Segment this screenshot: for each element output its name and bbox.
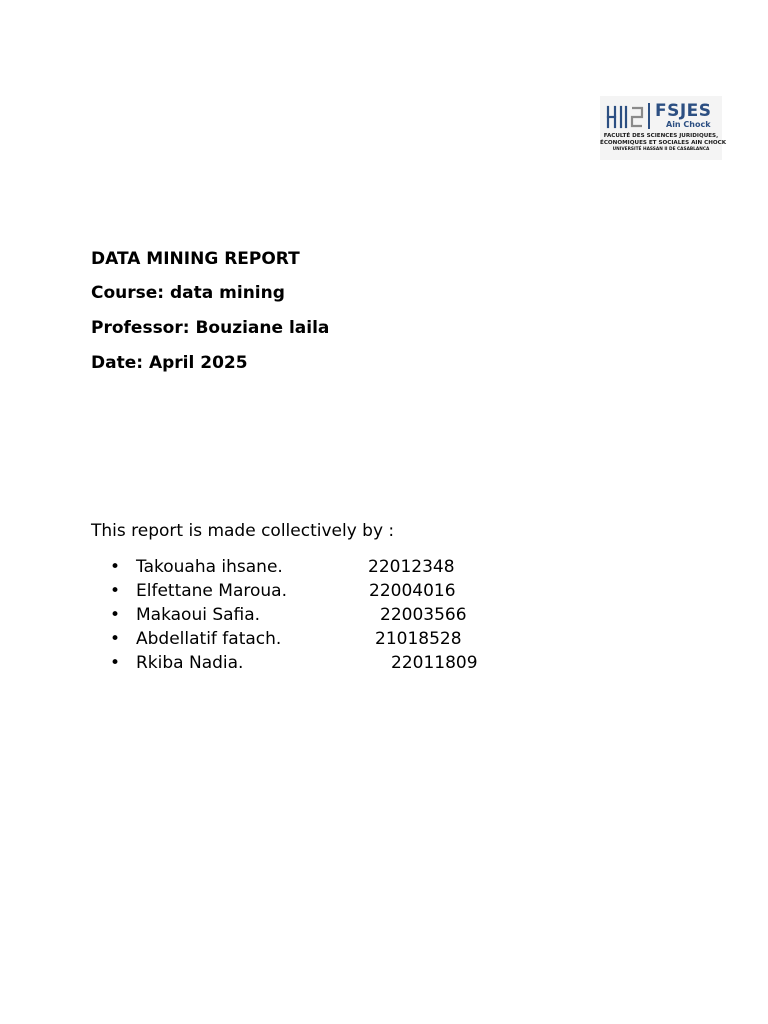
bullet-icon: • xyxy=(110,557,121,577)
member-name: Takouaha ihsane. xyxy=(136,557,283,577)
member-name: Rkiba Nadia. xyxy=(136,653,244,673)
list-item xyxy=(0,604,768,628)
member-name: Abdellatif fatach. xyxy=(136,629,282,649)
fsjes-logo xyxy=(600,96,727,160)
student-id: 22011809 xyxy=(391,653,478,673)
date-line: Date: April 2025 xyxy=(91,353,248,373)
member-name: Makaoui Safia. xyxy=(136,605,261,625)
list-item xyxy=(0,628,768,652)
authors-intro: This report is made collectively by : xyxy=(91,521,395,541)
member-name: Elfettane Maroua. xyxy=(136,581,287,601)
student-id: 22003566 xyxy=(380,605,467,625)
bullet-icon: • xyxy=(110,605,121,625)
course-line: Course: data mining xyxy=(91,283,285,303)
logo-caption-line3: UNIVERSITÉ HASSAN II DE CASABLANCA xyxy=(612,147,710,152)
bullet-icon: • xyxy=(110,581,121,601)
university-emblem-icon xyxy=(605,104,645,130)
list-item xyxy=(0,580,768,604)
student-id: 21018528 xyxy=(375,629,462,649)
student-id: 22012348 xyxy=(368,557,455,577)
logo-subtitle: Ain Chock xyxy=(666,120,711,129)
list-item xyxy=(0,652,768,676)
logo-caption-line1: FACULTÉ DES SCIENCES JURIDIQUES, xyxy=(603,133,719,139)
logo-title: FSJES xyxy=(655,101,712,121)
student-id: 22004016 xyxy=(369,581,456,601)
report-title: DATA MINING REPORT xyxy=(91,249,300,269)
bullet-icon: • xyxy=(110,653,121,673)
logo-divider xyxy=(648,103,650,129)
list-item xyxy=(0,556,768,580)
logo-caption-line2: ÉCONOMIQUES ET SOCIALES AIN CHOCK xyxy=(600,140,727,146)
member-list xyxy=(0,556,768,676)
bullet-icon: • xyxy=(110,629,121,649)
professor-line: Professor: Bouziane laila xyxy=(91,318,330,338)
